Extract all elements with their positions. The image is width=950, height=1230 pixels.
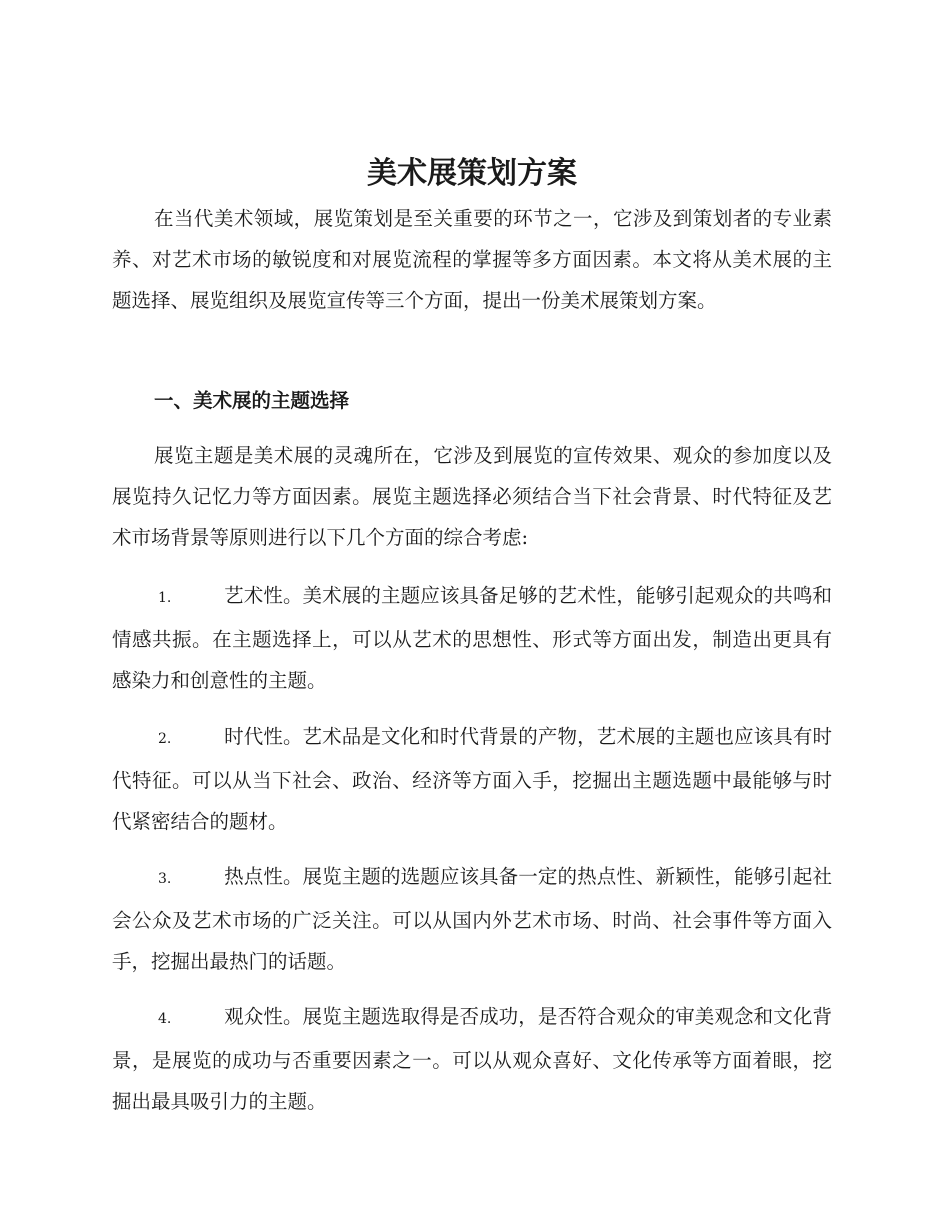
list-item xyxy=(112,996,832,1122)
list-item-number: 1. xyxy=(158,590,172,606)
list-item-text: 时代性。艺术品是文化和时代背景的产物，艺术展的主题也应该具有时代特征。可以从当下社会、政治、经济等方面入手，挖掘出主题选题中最能够与时代紧密结合的题材。 xyxy=(112,725,832,833)
list-item xyxy=(112,575,832,701)
list-item-text: 艺术性。美术展的主题应该具备足够的艺术性，能够引起观众的共鸣和情感共振。在主题选择上，可以从艺术的思想性、形式等方面出发，制造出更具有感染力和创意性的主题。 xyxy=(112,584,832,692)
list-item-number: 2. xyxy=(158,731,172,747)
list-item-number: 4. xyxy=(158,1011,172,1027)
section-heading: 一、美术展的主题选择 xyxy=(154,389,350,412)
list-item-number: 3. xyxy=(158,871,172,887)
list-item-text: 观众性。展览主题选取得是否成功，是否符合观众的审美观念和文化背景，是展览的成功与否重要因素之一。可以从观众喜好、文化传承等方面着眼，挖掘出最具吸引力的主题。 xyxy=(112,1005,832,1113)
list-item xyxy=(112,856,832,982)
section-paragraph: 展览主题是美术展的灵魂所在，它涉及到展览的宣传效果、观众的参加度以及展览持久记忆力等方面因素。展览主题选择必须结合当下社会背景、时代特征及艺术市场背景等原则进行以下几个方面的综合考虑: xyxy=(112,444,832,549)
intro-paragraph: 在当代美术领域，展览策划是至关重要的环节之一，它涉及到策划者的专业素养、对艺术市场的敏锐度和对展览流程的掌握等多方面因素。本文将从美术展的主题选择、展览组织及展览宣传等三个方面，提出一份美术展策划方案。 xyxy=(112,207,832,312)
list-item-text: 热点性。展览主题的选题应该具备一定的热点性、新颖性，能够引起社会公众及艺术市场的广泛关注。可以从国内外艺术市场、时尚、社会事件等方面入手，挖掘出最热门的话题。 xyxy=(112,865,832,973)
document-title: 美术展策划方案 xyxy=(367,156,577,191)
list-item xyxy=(112,716,832,842)
